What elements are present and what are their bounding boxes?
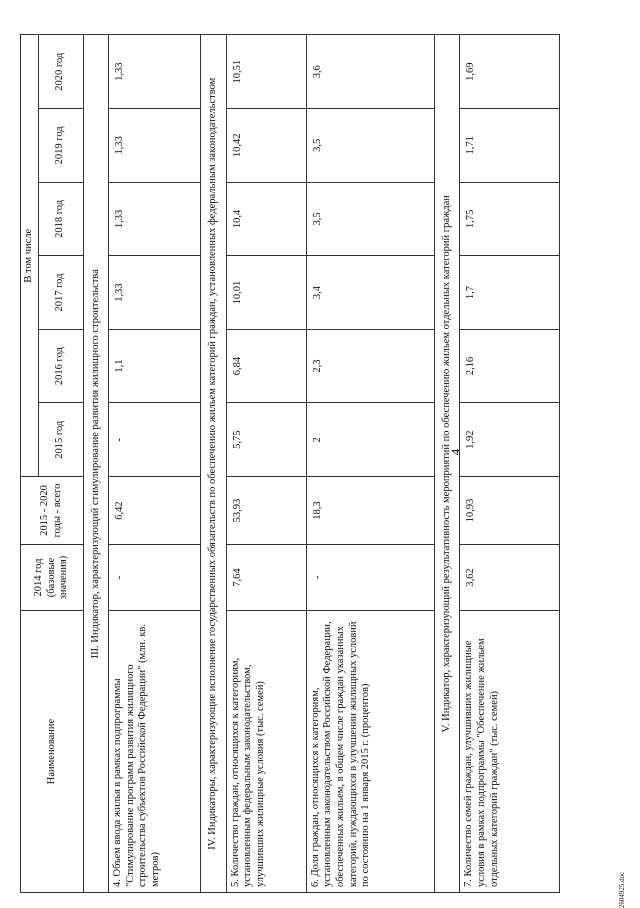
- cell-2019: 10,42: [226, 109, 306, 183]
- cell-2018: 3,5: [306, 182, 434, 256]
- section-heading-4: IV. Индикаторы, характеризующие исполнение государственных обязательств по обеспечению жильем категорий граждан, установленных федеральным законодательством: [201, 35, 227, 893]
- row-name: 7. Количество семей граждан, улучшивших жилищные условия в рамках подпрограммы "Обеспечение жильем отдельных категорий граждан" (тыс. семей): [460, 611, 560, 893]
- cell-total: 6,42: [109, 477, 201, 545]
- cell-base: -: [109, 545, 201, 611]
- indicators-table: [20, 34, 560, 893]
- header-year-2020: 2020 год: [38, 35, 83, 109]
- cell-total: 10,93: [460, 477, 560, 545]
- cell-total: 18,3: [306, 477, 434, 545]
- cell-2015: 2: [306, 403, 434, 477]
- table-row: [109, 35, 201, 893]
- row-name: 5. Количество граждан, относящихся к категориям, установленным федеральным законодательством, улучшивших жилищные условия (тыс. семей): [226, 611, 306, 893]
- cell-2018: 10,4: [226, 182, 306, 256]
- table-row: [460, 35, 560, 893]
- cell-2020: 10,51: [226, 35, 306, 109]
- table-row: [306, 35, 434, 893]
- cell-2018: 1,75: [460, 182, 560, 256]
- row-name: 4. Объем ввода жилья в рамках подпрограммы "Стимулирование программ развития жилищного строительства субъектов Российской Федерации" (млн. кв. метров): [109, 611, 201, 893]
- header-year-2017: 2017 год: [38, 256, 83, 330]
- cell-2017: 1,7: [460, 256, 560, 330]
- section-heading-5: V. Индикатор, характеризующий результативность мероприятий по обеспечению жильем отдельных категорий граждан: [434, 35, 460, 893]
- page-number: 4: [448, 448, 463, 456]
- cell-2017: 3,4: [306, 256, 434, 330]
- header-name: Наименование: [21, 611, 84, 893]
- cell-2015: 1,92: [460, 403, 560, 477]
- cell-2015: 5,75: [226, 403, 306, 477]
- section-heading-3: III. Индикатор, характеризующий стимулирование развития жилищного строительства: [83, 35, 109, 893]
- header-including: В том числе: [21, 35, 39, 477]
- cell-2019: 1,33: [109, 109, 201, 183]
- document-footer: 2604925.doc: [618, 871, 626, 908]
- header-year-2018: 2018 год: [38, 182, 83, 256]
- cell-base: 7,64: [226, 545, 306, 611]
- cell-2016: 1,1: [109, 329, 201, 403]
- rotated-page-content: [20, 33, 610, 893]
- cell-2016: 6,84: [226, 329, 306, 403]
- header-base-year: 2014 год (базовые значения): [21, 545, 84, 611]
- cell-2016: 2,16: [460, 329, 560, 403]
- header-year-2016: 2016 год: [38, 329, 83, 403]
- cell-2018: 1,33: [109, 182, 201, 256]
- table-row: [226, 35, 306, 893]
- cell-2017: 10,01: [226, 256, 306, 330]
- cell-2020: 1,33: [109, 35, 201, 109]
- cell-2015: -: [109, 403, 201, 477]
- header-year-2019: 2019 год: [38, 109, 83, 183]
- cell-2019: 1,71: [460, 109, 560, 183]
- cell-2020: 1,69: [460, 35, 560, 109]
- cell-base: 3,62: [460, 545, 560, 611]
- header-year-2015: 2015 год: [38, 403, 83, 477]
- cell-2017: 1,33: [109, 256, 201, 330]
- cell-2020: 3,6: [306, 35, 434, 109]
- table-header: [21, 35, 84, 893]
- cell-base: -: [306, 545, 434, 611]
- cell-2019: 3,5: [306, 109, 434, 183]
- row-name: 6. Доля граждан, относящихся к категориям, установленным законодательством Российской Федерации, обеспеченных жильем, в общем числе граждан указанных категорий, нуждающихся в улучшении жилищных условий по состоянию на 1 января 2015 г. (процентов): [306, 611, 434, 893]
- cell-total: 53,93: [226, 477, 306, 545]
- cell-2016: 2,3: [306, 329, 434, 403]
- header-total: 2015 - 2020 годы - всего: [21, 477, 84, 545]
